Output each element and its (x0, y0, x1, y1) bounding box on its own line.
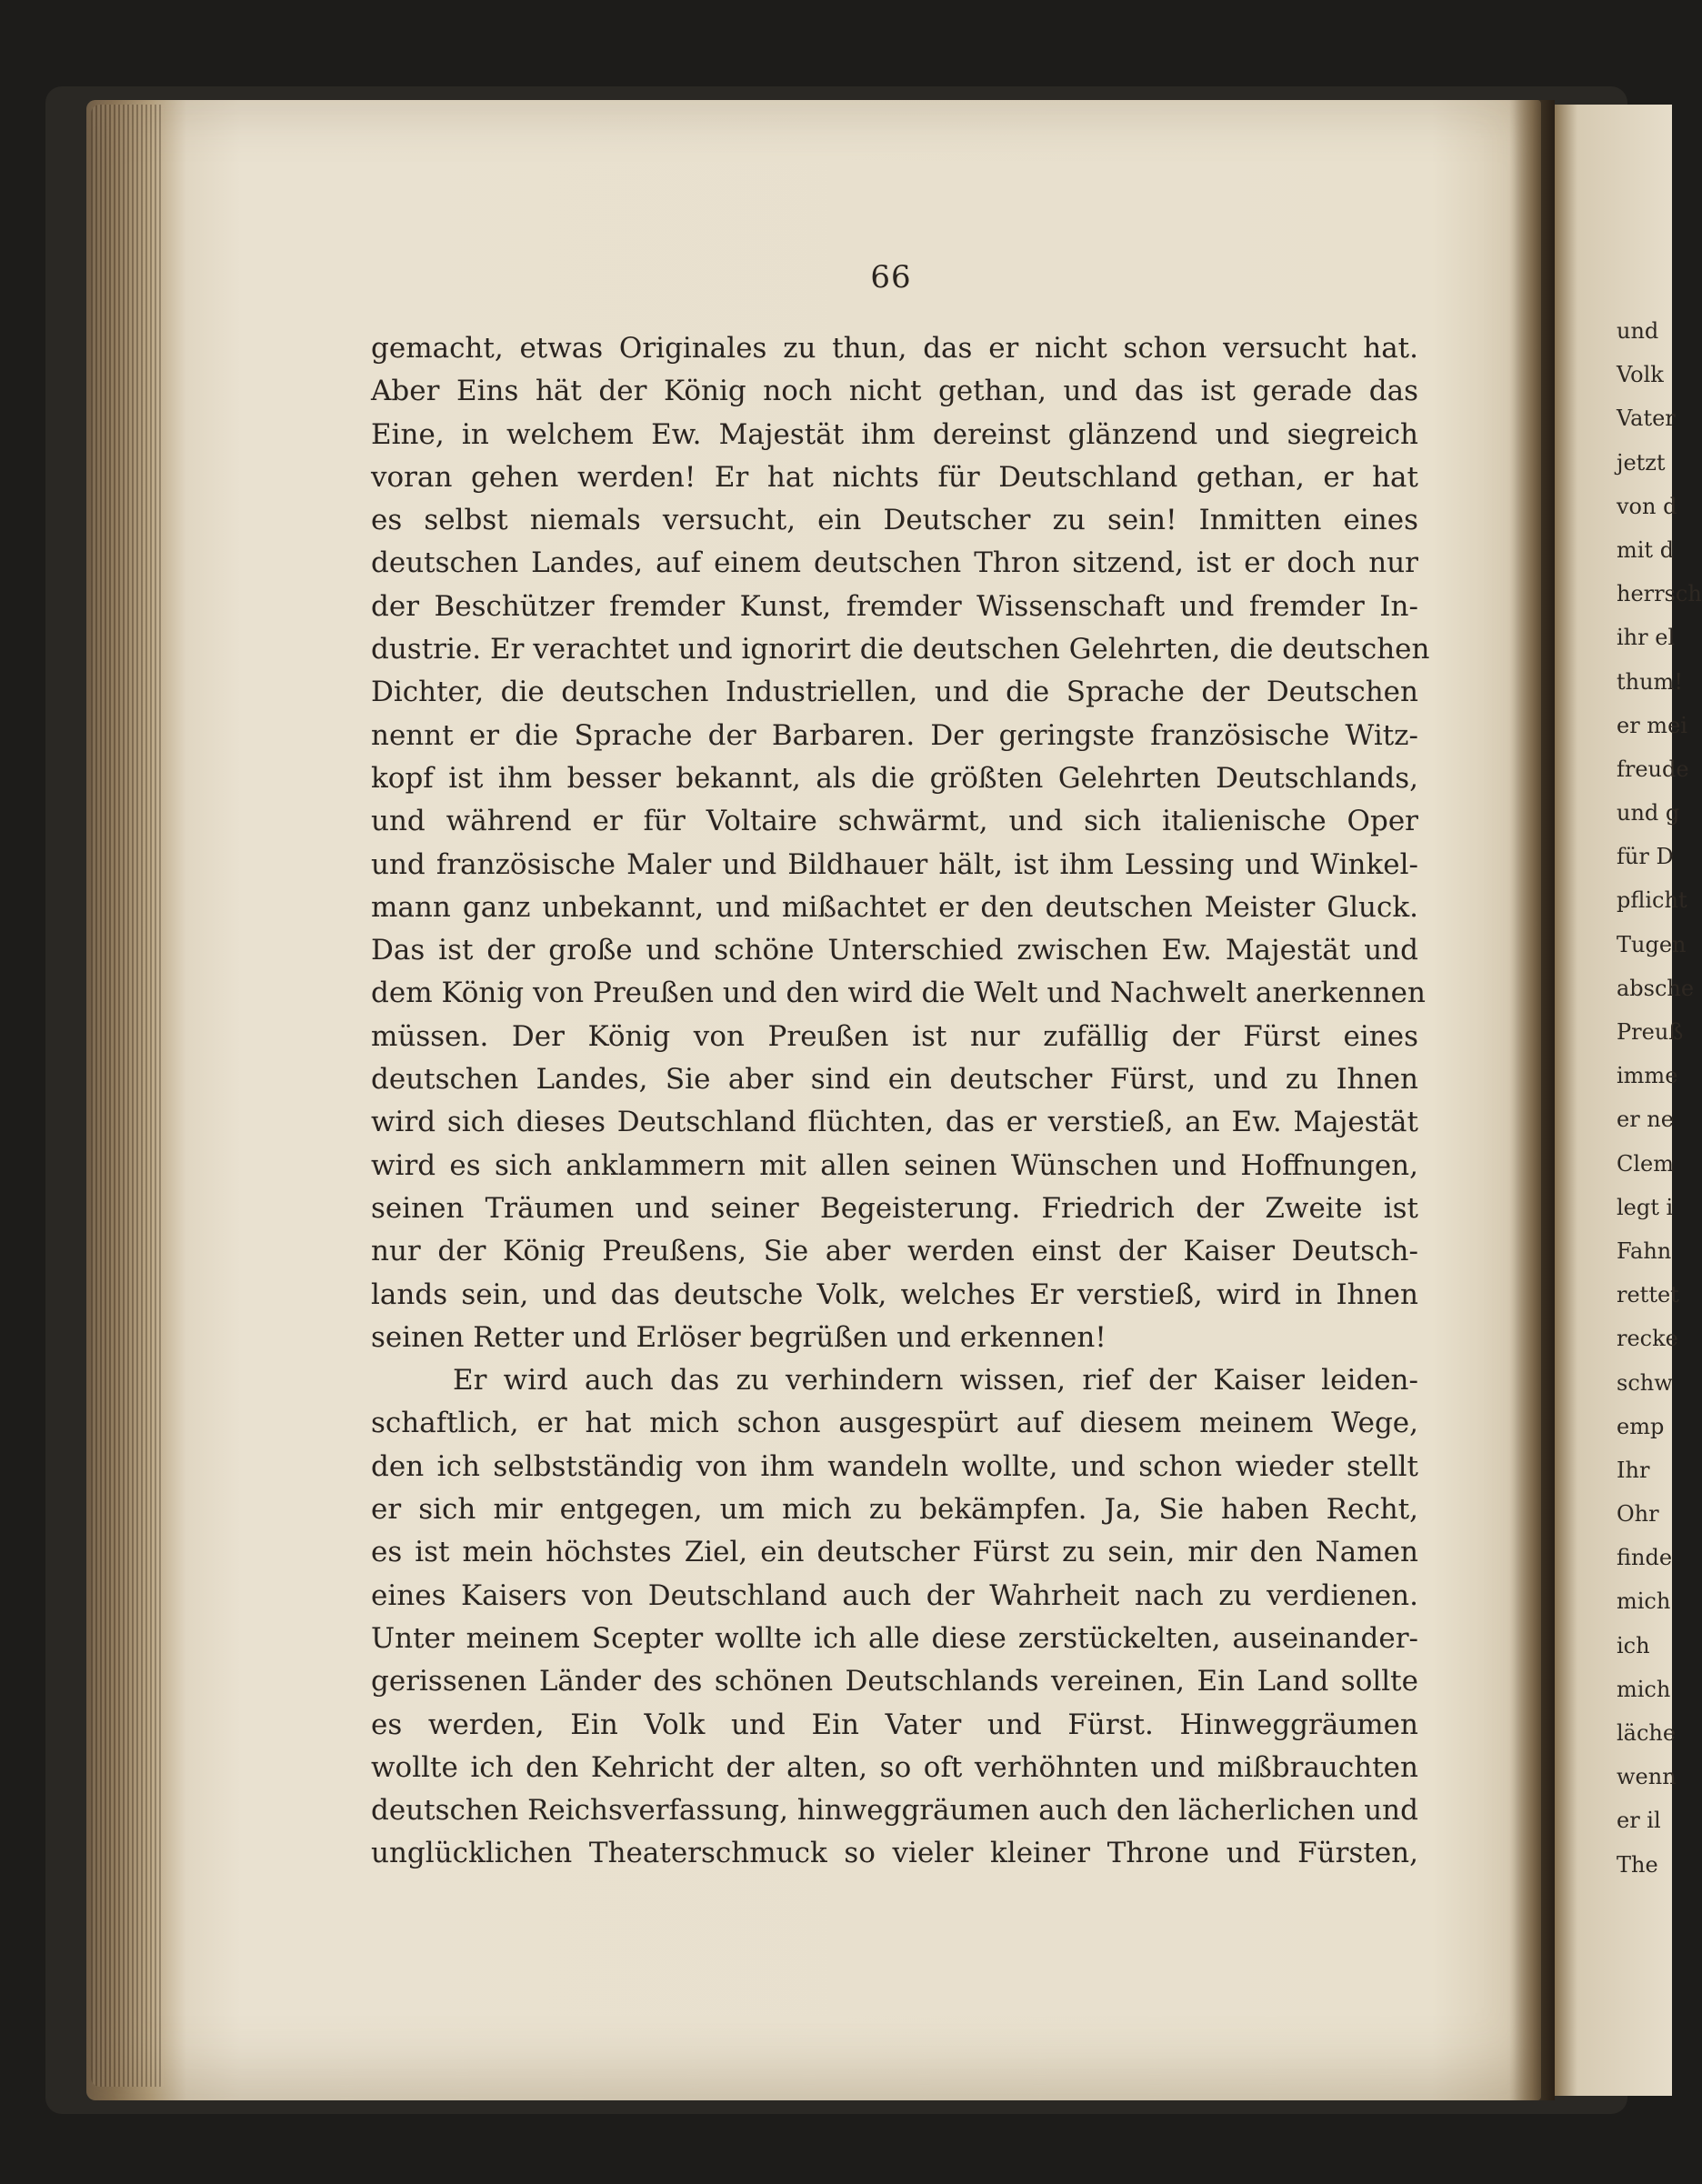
text-line: seinen Träumen und seiner Begeisterung. Friedrich der Zweite ist (371, 1191, 1418, 1225)
page-number: 66 (870, 259, 912, 296)
text-line: es ist mein höchstes Ziel, ein deutscher Fürst zu sein, mir den Namen (371, 1536, 1418, 1569)
fragment-line: läche (1617, 1720, 1677, 1746)
fragment-line: finde (1617, 1545, 1673, 1571)
text-line: Dichter, die deutschen Industriellen, und die Sprache der Deutschen (371, 676, 1418, 709)
text-line: wollte ich den Kehricht der alten, so oft verhöhnten und mißbrauchten (371, 1750, 1418, 1784)
fragment-line: Tugen (1617, 931, 1687, 957)
text-line: es selbst niemals versucht, ein Deutscher zu sein! Inmitten eines (371, 504, 1418, 537)
fragment-line: rettet (1617, 1282, 1679, 1308)
text-line: deutschen Reichsverfassung, hinweggräumen auch den lächerlichen und (371, 1794, 1418, 1828)
text-line: es werden, Ein Volk und Ein Vater und Fürst. Hinweggräumen (371, 1708, 1418, 1741)
text-line: seinen Retter und Erlöser begrüßen und erkennen! (371, 1320, 1106, 1354)
fragment-line: und (1617, 318, 1659, 344)
text-line: und französische Maler und Bildhauer hält, ist ihm Lessing und Winkel- (371, 847, 1418, 881)
fragment-line: und g (1617, 800, 1680, 827)
text-line: unglücklichen Theaterschmuck so vieler kleiner Throne und Fürsten, (371, 1837, 1418, 1870)
text-line: schaftlich, er hat mich schon ausgespürt auf diesem meinem Wege, (371, 1407, 1418, 1440)
text-line: deutschen Landes, auf einem deutschen Thron sitzend, ist er doch nur (371, 546, 1418, 580)
text-line: dem König von Preußen und den wird die Welt und Nachwelt anerkennen (371, 977, 1426, 1010)
fragment-line: absche (1617, 975, 1695, 1001)
fragment-line: schw (1617, 1369, 1673, 1396)
text-line: deutschen Landes, Sie aber sind ein deutscher Fürst, und zu Ihnen (371, 1063, 1418, 1097)
fragment-line: jetzt (1617, 449, 1666, 476)
text-line: nennt er die Sprache der Barbaren. Der geringste französische Witz- (371, 718, 1418, 752)
text-line: der Beschützer fremder Kunst, fremder Wissenschaft und fremder In- (371, 589, 1418, 623)
text-line: wird sich dieses Deutschland flüchten, das er verstieß, an Ew. Majestät (371, 1106, 1418, 1139)
fragment-line: ihr el (1617, 625, 1676, 651)
fragment-line: er ne (1617, 1107, 1674, 1133)
text-line: gerissenen Länder des schönen Deutschlands vereinen, Ein Land sollte (371, 1665, 1418, 1698)
fragment-line: mich (1617, 1588, 1671, 1615)
text-line: müssen. Der König von Preußen ist nur zufällig der Fürst eines (371, 1019, 1418, 1053)
text-line: eines Kaisers von Deutschland auch der Wahrheit nach zu verdienen. (371, 1578, 1418, 1612)
fragment-line: er mei (1617, 712, 1687, 738)
text-line: er sich mir entgegen, um mich zu bekämpfen. Ja, Sie haben Recht, (371, 1493, 1418, 1527)
text-line: wird es sich anklammern mit allen seinen Wünschen und Hoffnungen, (371, 1148, 1418, 1182)
text-line: Das ist der große und schöne Unterschied zwischen Ew. Majestät und (371, 934, 1418, 967)
text-line: Eine, in welchem Ew. Majestät ihm dereinst glänzend und siegreich (371, 417, 1418, 451)
fragment-line: ich (1617, 1632, 1650, 1658)
fragment-line: Ohr (1617, 1501, 1659, 1528)
text-line: und während er für Voltaire schwärmt, und sich italienische Oper (371, 805, 1418, 838)
fragment-line: Clem (1617, 1150, 1674, 1177)
fragment-line: freude (1617, 756, 1689, 782)
text-line: Er wird auch das zu verhindern wissen, rief der Kaiser leiden- (453, 1364, 1418, 1398)
text-line: Unter meinem Scepter wollte ich alle diese zerstückelten, auseinander- (371, 1621, 1418, 1655)
text-line: mann ganz unbekannt, und mißachtet er den deutschen Meister Gluck. (371, 890, 1418, 924)
fragment-line: imme (1617, 1063, 1678, 1089)
page-text (371, 327, 1430, 1876)
text-line: nur der König Preußens, Sie aber werden einst der Kaiser Deutsch- (371, 1235, 1418, 1268)
text-line: kopf ist ihm besser bekannt, als die größten Gelehrten Deutschlands, (371, 761, 1418, 795)
fragment-line: emp (1617, 1413, 1665, 1439)
fragment-line: herrsch (1617, 581, 1702, 607)
text-line: dustrie. Er verachtet und ignorirt die deutschen Gelehrten, die deutschen (371, 633, 1430, 666)
text-line: voran gehen werden! Er hat nichts für Deutschland gethan, er hat (371, 460, 1418, 494)
fragment-line: von d (1617, 493, 1677, 519)
fragment-line: recke (1617, 1326, 1678, 1352)
fragment-line: er il (1617, 1808, 1661, 1834)
fragment-line: Fahn (1617, 1237, 1672, 1264)
fragment-line: wenn (1617, 1764, 1677, 1790)
book-gutter (1509, 100, 1555, 2100)
fragment-line: Vater (1617, 406, 1676, 432)
fragment-line: Preuß (1617, 1019, 1684, 1045)
fragment-line: Ihr (1617, 1457, 1650, 1483)
fragment-line: für D (1617, 844, 1674, 870)
text-line: lands sein, und das deutsche Volk, welches Er verstieß, wird in Ihnen (371, 1277, 1418, 1311)
fragment-line: mit d (1617, 536, 1675, 563)
fragment-line: thum! (1617, 668, 1683, 695)
text-line: Aber Eins hät der König noch nicht gethan, und das ist gerade das (371, 375, 1418, 408)
next-page-fragments (1617, 309, 1702, 1887)
fragment-line: Volk (1617, 362, 1664, 388)
fragment-line: The (1617, 1851, 1658, 1878)
page-edges (91, 105, 164, 2087)
fragment-line: mich (1617, 1676, 1671, 1702)
text-line: gemacht, etwas Originales zu thun, das er nicht schon versucht hat. (371, 332, 1418, 365)
fragment-line: pflicht (1617, 887, 1687, 914)
text-line: den ich selbstständig von ihm wandeln wollte, und schon wieder stellt (371, 1449, 1418, 1483)
fragment-line: legt i (1617, 1194, 1674, 1220)
